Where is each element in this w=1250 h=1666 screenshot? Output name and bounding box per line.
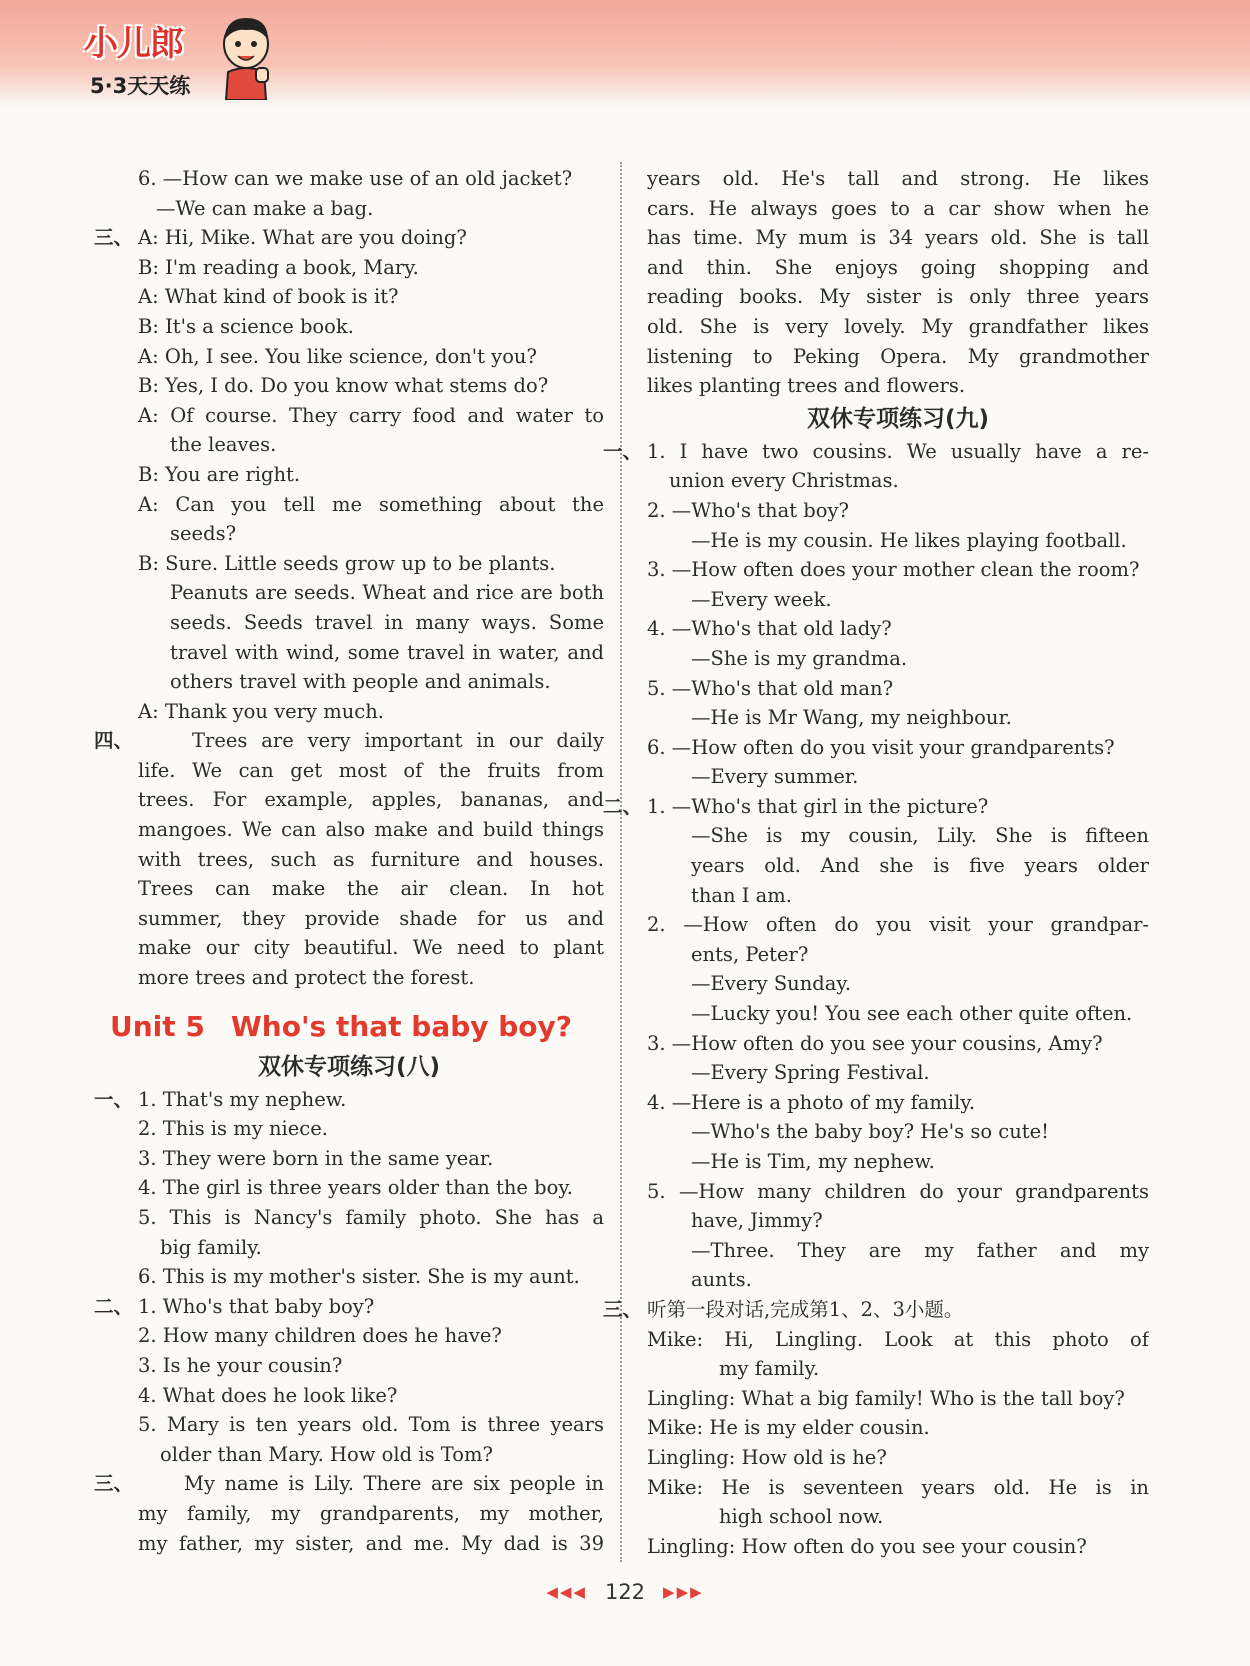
answer-text: make our city beautiful. We need to plant bbox=[138, 936, 604, 960]
answer-line bbox=[94, 1440, 604, 1470]
answer-line bbox=[94, 874, 604, 904]
answer-text: B: You are right. bbox=[138, 462, 301, 486]
answer-text: more trees and protect the forest. bbox=[138, 966, 475, 990]
answer-text: —Every summer. bbox=[691, 765, 859, 789]
answer-line bbox=[647, 371, 1149, 401]
answer-text: A: Can you tell me something about the bbox=[138, 492, 604, 516]
next-arrows-icon: ▶▶▶ bbox=[663, 1583, 704, 1601]
answer-line bbox=[647, 1532, 1149, 1562]
answer-line bbox=[94, 1469, 604, 1499]
answer-line bbox=[647, 164, 1149, 194]
practice-8-title: 双休专项练习(八) bbox=[257, 1053, 441, 1080]
answer-line bbox=[603, 792, 1149, 822]
answer-line bbox=[94, 785, 604, 815]
answer-text: Mike: Hi, Lingling. Look at this photo of bbox=[647, 1327, 1149, 1351]
answer-line bbox=[647, 1088, 1149, 1118]
answer-line bbox=[647, 1502, 1149, 1532]
section-marker: 一、 bbox=[603, 439, 643, 463]
answer-line bbox=[94, 490, 604, 520]
answer-line bbox=[94, 1410, 604, 1440]
answer-text: —He is my cousin. He likes playing football. bbox=[691, 528, 1127, 552]
page-footer bbox=[0, 1580, 1250, 1604]
answer-text: listening to Peking Opera. My grandmother bbox=[647, 344, 1149, 368]
answer-text: 听第一段对话,完成第1、2、3小题。 bbox=[647, 1297, 964, 1321]
answer-line bbox=[94, 963, 604, 993]
answer-text: 1. —Who's that girl in the picture? bbox=[647, 794, 989, 818]
unit-label: Unit 5 bbox=[110, 1009, 205, 1043]
practice-9-title: 双休专项练习(九) bbox=[806, 405, 990, 432]
answer-line bbox=[603, 437, 1149, 467]
answer-line bbox=[94, 578, 604, 608]
answer-line bbox=[94, 549, 604, 579]
right-column bbox=[603, 164, 1149, 1561]
answer-text: A: Of course. They carry food and water to bbox=[138, 403, 604, 427]
answer-line bbox=[94, 371, 604, 401]
section-marker: 一、 bbox=[94, 1087, 134, 1111]
answer-text: Lingling: How old is he? bbox=[647, 1445, 887, 1469]
answer-text: my father, my sister, and me. My dad is 39 bbox=[138, 1531, 604, 1555]
answer-text: 6. This is my mother's sister. She is my aunt. bbox=[138, 1265, 580, 1289]
brand-logo bbox=[70, 14, 300, 104]
answer-line bbox=[647, 910, 1149, 940]
answer-line bbox=[647, 282, 1149, 312]
answer-text: 5. Mary is ten years old. Tom is three years bbox=[138, 1413, 604, 1437]
answer-text: ents, Peter? bbox=[691, 942, 809, 966]
answer-text: union every Christmas. bbox=[669, 469, 899, 493]
answer-line bbox=[647, 1147, 1149, 1177]
answer-line bbox=[647, 1384, 1149, 1414]
answer-text: big family. bbox=[160, 1235, 262, 1259]
answer-line bbox=[647, 342, 1149, 372]
answer-text: Peanuts are seeds. Wheat and rice are both bbox=[170, 581, 604, 605]
answer-line bbox=[94, 756, 604, 786]
answer-line bbox=[647, 999, 1149, 1029]
answer-line bbox=[94, 1529, 604, 1559]
answer-text: B: Sure. Little seeds grow up to be plants. bbox=[138, 551, 556, 575]
answer-text: aunts. bbox=[691, 1268, 752, 1292]
answer-text: —Every Spring Festival. bbox=[691, 1061, 930, 1085]
answer-text: B: I'm reading a book, Mary. bbox=[138, 255, 419, 279]
answer-text: have, Jimmy? bbox=[691, 1209, 823, 1233]
answer-text: likes planting trees and flowers. bbox=[647, 374, 966, 398]
answer-text: —He is Mr Wang, my neighbour. bbox=[691, 706, 1012, 730]
section-marker: 二、 bbox=[603, 794, 643, 818]
section-marker: 三、 bbox=[94, 226, 134, 250]
answer-text: 4. —Who's that old lady? bbox=[647, 617, 892, 641]
answer-line bbox=[647, 821, 1149, 851]
answer-text: 5. —How many children do your grandparents bbox=[647, 1179, 1149, 1203]
answer-line bbox=[94, 1499, 604, 1529]
answer-line bbox=[647, 881, 1149, 911]
section-marker: 四、 bbox=[94, 729, 134, 753]
answer-line bbox=[94, 933, 604, 963]
answer-line bbox=[647, 762, 1149, 792]
answer-line bbox=[94, 697, 604, 727]
answer-text: Lingling: How often do you see your cousin? bbox=[647, 1534, 1087, 1558]
answer-text: B: Yes, I do. Do you know what stems do? bbox=[138, 374, 549, 398]
right-answers-b bbox=[603, 437, 1149, 1562]
answer-text: —Lucky you! You see each other quite often. bbox=[691, 1002, 1133, 1026]
answer-line bbox=[647, 496, 1149, 526]
answer-line bbox=[647, 253, 1149, 283]
answer-line bbox=[94, 667, 604, 697]
answer-line bbox=[94, 1381, 604, 1411]
answer-text: 1. That's my nephew. bbox=[138, 1087, 347, 1111]
answer-text: 1. I have two cousins. We usually have a re- bbox=[647, 439, 1149, 463]
answer-line bbox=[647, 1236, 1149, 1266]
answer-text: older than Mary. How old is Tom? bbox=[160, 1442, 493, 1466]
answer-line bbox=[647, 614, 1149, 644]
answer-text: B: It's a science book. bbox=[138, 314, 354, 338]
answer-text: Lingling: What a big family! Who is the tall boy? bbox=[647, 1386, 1125, 1410]
answer-line bbox=[94, 253, 604, 283]
answer-line bbox=[94, 608, 604, 638]
page-number: 122 bbox=[604, 1580, 646, 1604]
answer-text: Mike: He is seventeen years old. He is in bbox=[647, 1475, 1149, 1499]
answer-line bbox=[94, 726, 604, 756]
right-answers-a bbox=[647, 164, 1149, 401]
answer-text: 5. —Who's that old man? bbox=[647, 676, 894, 700]
answer-text: 4. What does he look like? bbox=[138, 1383, 398, 1407]
answer-line bbox=[94, 401, 604, 431]
answer-line bbox=[647, 1177, 1149, 1207]
section-marker: 三、 bbox=[603, 1297, 643, 1321]
answer-text: my family, my grandparents, my mother, bbox=[138, 1501, 604, 1525]
answer-line bbox=[94, 460, 604, 490]
answer-line bbox=[647, 223, 1149, 253]
answer-text: A: Hi, Mike. What are you doing? bbox=[138, 226, 467, 250]
answer-line bbox=[647, 733, 1149, 763]
answer-line bbox=[94, 519, 604, 549]
answer-line bbox=[94, 1144, 604, 1174]
answer-line bbox=[94, 312, 604, 342]
answer-text: —She is my cousin, Lily. She is fifteen bbox=[691, 824, 1149, 848]
answer-line bbox=[647, 969, 1149, 999]
left-answers-b bbox=[94, 1085, 604, 1559]
answer-text: A: Oh, I see. You like science, don't you? bbox=[138, 344, 537, 368]
answer-line bbox=[647, 1354, 1149, 1384]
answer-text: seeds? bbox=[170, 522, 237, 546]
answer-text: and thin. She enjoys going shopping and bbox=[647, 255, 1149, 279]
answer-text: —He is Tim, my nephew. bbox=[691, 1150, 935, 1173]
answer-line bbox=[647, 1473, 1149, 1503]
answer-line bbox=[94, 1292, 604, 1322]
answer-text: high school now. bbox=[719, 1505, 884, 1529]
answer-text: reading books. My sister is only three years bbox=[647, 285, 1149, 309]
answer-line bbox=[94, 1085, 604, 1115]
answer-line bbox=[647, 555, 1149, 585]
answer-text: travel with wind, some travel in water, and bbox=[170, 640, 604, 664]
answer-line bbox=[647, 1029, 1149, 1059]
answer-text: 4. The girl is three years older than the boy. bbox=[138, 1176, 574, 1200]
answer-text: old. She is very lovely. My grandfather likes bbox=[647, 314, 1149, 338]
answer-text: 2. This is my niece. bbox=[138, 1117, 328, 1141]
answer-line bbox=[94, 845, 604, 875]
answer-text: Mike: He is my elder cousin. bbox=[647, 1416, 930, 1440]
answer-text: my family. bbox=[719, 1357, 820, 1381]
answer-text: others travel with people and animals. bbox=[170, 670, 551, 694]
answer-text: 4. —Here is a photo of my family. bbox=[647, 1090, 976, 1114]
answer-text: 2. —Who's that boy? bbox=[647, 498, 849, 522]
answer-line bbox=[94, 815, 604, 845]
answer-line bbox=[603, 1295, 1149, 1325]
answer-line bbox=[647, 585, 1149, 615]
answer-line bbox=[94, 1203, 604, 1233]
section-marker: 二、 bbox=[94, 1294, 134, 1318]
answer-text: My name is Lily. There are six people in bbox=[184, 1472, 604, 1496]
answer-text: mangoes. We can also make and build things bbox=[138, 818, 604, 842]
answer-text: summer, they provide shade for us and bbox=[138, 906, 604, 930]
answer-text: —She is my grandma. bbox=[691, 646, 908, 670]
answer-line bbox=[647, 940, 1149, 970]
answer-line bbox=[647, 466, 1149, 496]
answer-text: 3. —How often do you see your cousins, Amy? bbox=[647, 1031, 1103, 1055]
answer-line bbox=[647, 1325, 1149, 1355]
answer-text: —Three. They are my father and my bbox=[691, 1238, 1149, 1262]
left-column bbox=[94, 164, 604, 1558]
page-header bbox=[0, 0, 1250, 108]
answer-text: years old. And she is five years older bbox=[691, 854, 1149, 878]
answer-text: life. We can get most of the fruits from bbox=[138, 758, 604, 782]
answer-line bbox=[647, 1443, 1149, 1473]
answer-line bbox=[94, 1173, 604, 1203]
answer-text: —Who's the baby boy? He's so cute! bbox=[691, 1120, 1049, 1144]
answer-text: A: What kind of book is it? bbox=[138, 285, 399, 309]
answer-text: 2. —How often do you visit your grandpar- bbox=[647, 913, 1149, 937]
answer-line bbox=[647, 644, 1149, 674]
answer-text: 2. How many children does he have? bbox=[138, 1324, 502, 1348]
prev-arrows-icon: ◀◀◀ bbox=[546, 1583, 587, 1601]
answer-line bbox=[647, 526, 1149, 556]
answer-line bbox=[647, 1265, 1149, 1295]
answer-text: 6. —How often do you visit your grandparents? bbox=[647, 735, 1115, 759]
answer-text: years old. He's tall and strong. He likes bbox=[647, 167, 1149, 190]
answer-text: —Every Sunday. bbox=[691, 972, 852, 996]
answer-line bbox=[647, 194, 1149, 224]
answer-text: 6. —How can we make use of an old jacket? bbox=[138, 167, 573, 190]
answer-text: 3. Is he your cousin? bbox=[138, 1353, 343, 1377]
answer-text: the leaves. bbox=[170, 433, 277, 457]
answer-line bbox=[94, 342, 604, 372]
boy-thumbs-up-icon bbox=[216, 14, 276, 100]
unit-title: Who's that baby boy? bbox=[230, 1009, 573, 1043]
column-divider bbox=[620, 162, 622, 1562]
unit-heading bbox=[94, 1005, 604, 1049]
answer-text: —We can make a bag. bbox=[156, 196, 374, 220]
answer-line bbox=[94, 430, 604, 460]
answer-line bbox=[647, 703, 1149, 733]
answer-line bbox=[94, 1262, 604, 1292]
answer-line bbox=[94, 223, 604, 253]
answer-text: 5. This is Nancy's family photo. She has a bbox=[138, 1206, 604, 1229]
answer-text: has time. My mum is 34 years old. She is tall bbox=[647, 226, 1149, 250]
answer-line bbox=[94, 904, 604, 934]
answer-line bbox=[647, 1058, 1149, 1088]
answer-text: 3. —How often does your mother clean the room? bbox=[647, 558, 1140, 582]
answer-line bbox=[647, 1206, 1149, 1236]
answer-line bbox=[94, 638, 604, 668]
answer-text: than I am. bbox=[691, 883, 792, 907]
answer-line bbox=[94, 1351, 604, 1381]
answer-line bbox=[94, 164, 604, 194]
answer-text: 3. They were born in the same year. bbox=[138, 1146, 494, 1170]
answer-line bbox=[94, 1114, 604, 1144]
answer-text: Trees are very important in our daily bbox=[192, 729, 604, 753]
answer-text: cars. He always goes to a car show when he bbox=[647, 196, 1149, 220]
answer-text: trees. For example, apples, bananas, and bbox=[138, 788, 604, 812]
brand-subtitle: 5·3天天练 bbox=[90, 74, 191, 98]
section-marker: 三、 bbox=[94, 1472, 134, 1496]
answer-line bbox=[647, 1117, 1149, 1147]
answer-text: 1. Who's that baby boy? bbox=[138, 1294, 375, 1318]
answer-text: seeds. Seeds travel in many ways. Some bbox=[170, 610, 604, 634]
answer-text: with trees, such as furniture and houses. bbox=[138, 847, 604, 871]
left-answers-a bbox=[94, 164, 604, 993]
answer-line bbox=[647, 851, 1149, 881]
answer-line bbox=[94, 1321, 604, 1351]
brand-title: 小儿郎 bbox=[84, 24, 183, 64]
answer-line bbox=[647, 674, 1149, 704]
answer-text: —Every week. bbox=[691, 587, 832, 611]
answer-line bbox=[94, 194, 604, 224]
answer-line bbox=[94, 1233, 604, 1263]
answer-text: A: Thank you very much. bbox=[138, 699, 384, 723]
answer-text: Trees can make the air clean. In hot bbox=[138, 877, 604, 901]
answer-line bbox=[647, 312, 1149, 342]
answer-line bbox=[94, 282, 604, 312]
answer-line bbox=[647, 1413, 1149, 1443]
